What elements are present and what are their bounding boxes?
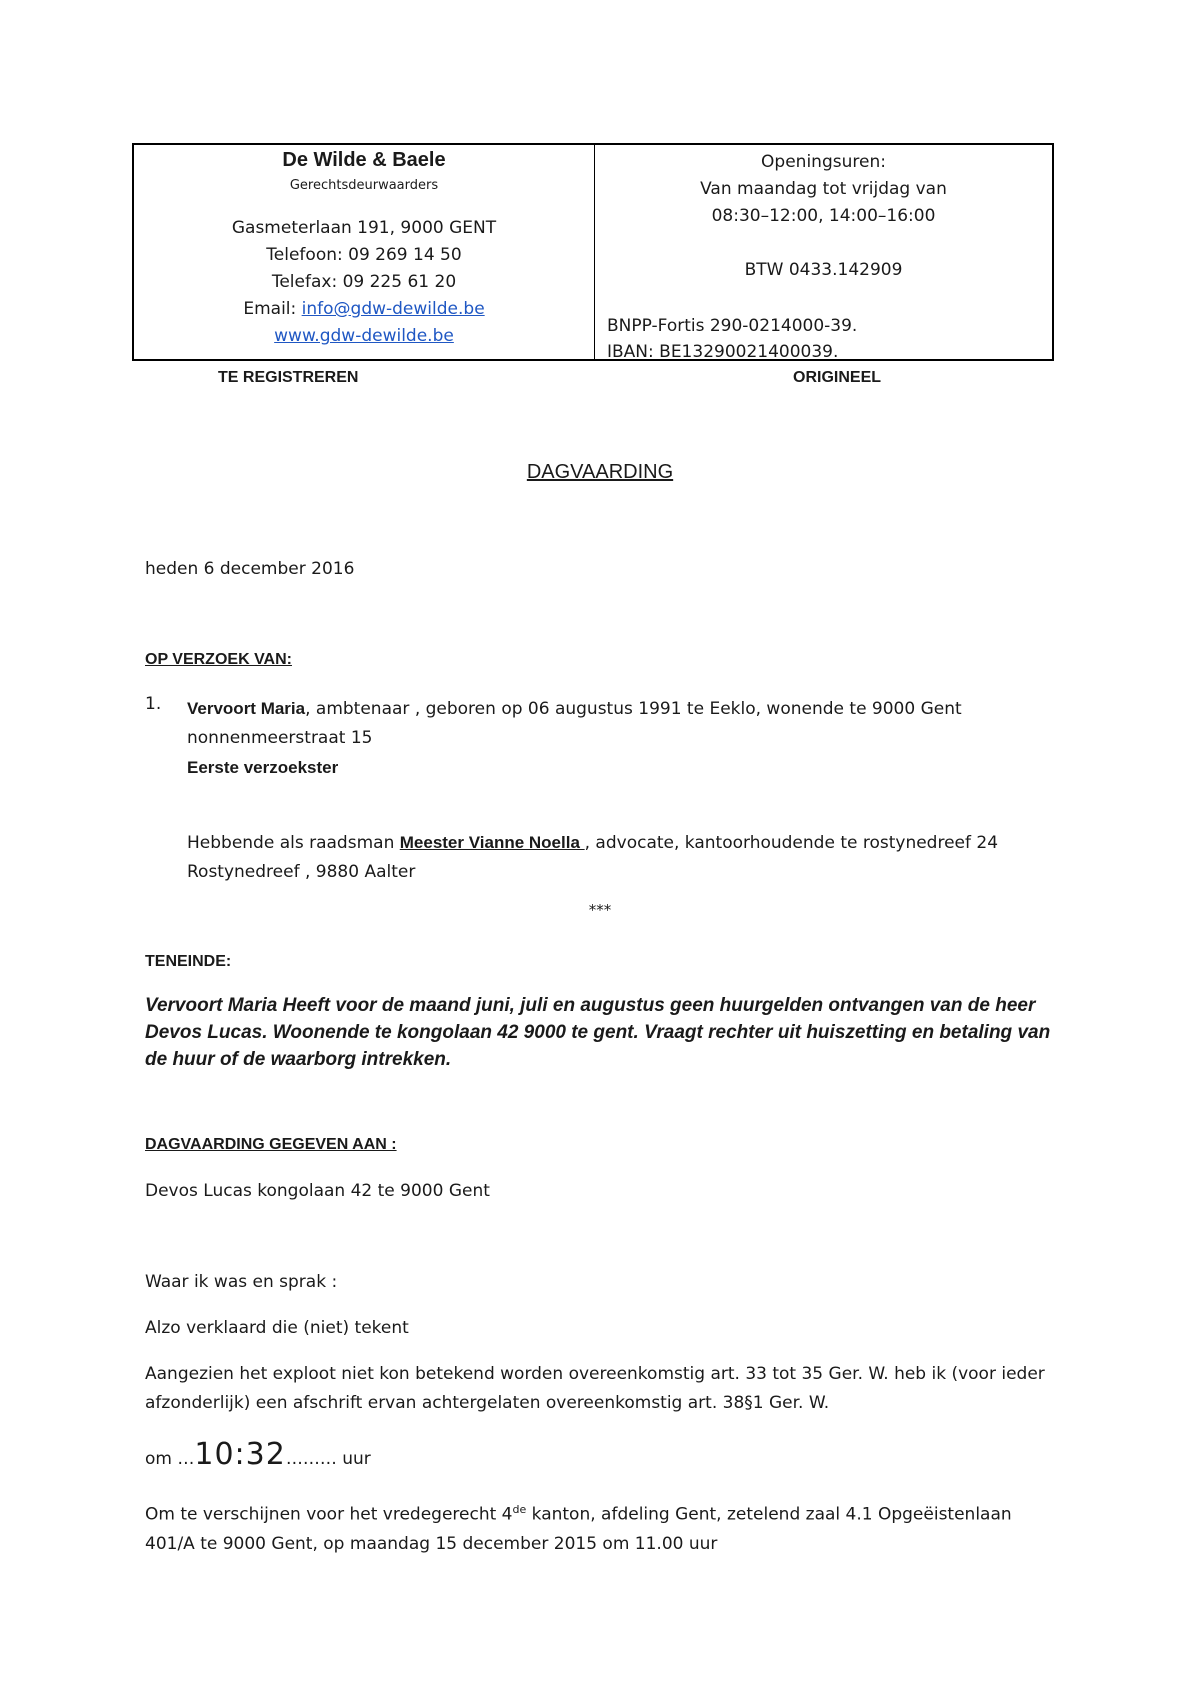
- requester-details: [187, 694, 1067, 887]
- bank-info: [607, 313, 857, 365]
- summons-recipient: Devos Lucas kongolaan 42 te 9000 Gent: [145, 1181, 490, 1201]
- appearance-text: [145, 1495, 1065, 1559]
- appearance-part-a: Om te verschijnen voor het vredegerecht 4: [145, 1504, 513, 1525]
- purpose-heading: TENEINDE:: [145, 953, 232, 970]
- counsel-suffix: , advocate, kantoorhoudende te rostynedreef 24 Rostynedreef , 9880 Aalter: [187, 833, 999, 882]
- letterhead-left-cell: [134, 145, 595, 359]
- summons-heading: DAGVAARDING GEGEVEN AAN :: [145, 1136, 397, 1153]
- time-suffix: ……… uur: [285, 1449, 371, 1469]
- separator: ***: [588, 901, 612, 919]
- firm-subtitle: Gerechtsdeurwaarders: [289, 178, 439, 193]
- iban: IBAN: BE13290021400039.: [607, 342, 839, 362]
- document-title: DAGVAARDING: [526, 461, 674, 483]
- time-prefix: om …: [145, 1449, 195, 1469]
- firm-fax: Telefax: 09 225 61 20: [271, 272, 457, 292]
- hours-title: Openingsuren:: [761, 152, 886, 172]
- request-heading: OP VERZOEK VAN:: [145, 651, 292, 668]
- vat-number: BTW 0433.142909: [744, 260, 903, 280]
- declaration: Alzo verklaard die (niet) tekent: [145, 1318, 409, 1338]
- firm-name: De Wilde & Baele: [282, 149, 446, 171]
- appearance-sup: de: [512, 1503, 527, 1516]
- label-te-registreren: TE REGISTREREN: [218, 369, 359, 386]
- firm-phone: Telefoon: 09 269 14 50: [266, 245, 462, 265]
- letterhead-right-cell: [595, 145, 1052, 362]
- notice-text: Aangezien het exploot niet kon betekend worden overeenkomstig art. 33 tot 35 Ger. W. heb ik (voor ieder afzonderlijk) een afschrift ervan achtergelaten overeenkomstig art. 38§1 Ger. W.: [145, 1364, 1045, 1413]
- hours-days: Van maandag tot vrijdag van: [700, 179, 947, 199]
- email-label: Email:: [243, 299, 302, 319]
- purpose-text: Vervoort Maria Heeft voor de maand juni, juli en augustus geen huurgelden ontvangen van de heer Devos Lucas. Woonende te kongolaan 42 9000 te gent. Vraagt rechter uit huiszetting en betaling van de huur of de waarborg intrekken.: [145, 995, 1051, 1070]
- counsel-line: [187, 828, 1067, 887]
- where-spoken: Waar ik was en sprak :: [145, 1272, 338, 1292]
- label-origineel: ORIGINEEL: [793, 369, 882, 386]
- hours-times: 08:30–12:00, 14:00–16:00: [711, 206, 936, 226]
- date-line: heden 6 december 2016: [145, 559, 355, 579]
- letterhead-table: [132, 143, 1054, 361]
- time-value: 10:32: [194, 1437, 286, 1472]
- website-link[interactable]: www.gdw-dewilde.be: [274, 326, 454, 346]
- firm-email-line: [134, 296, 594, 323]
- item-number: 1.: [145, 694, 162, 714]
- requester-name: Vervoort Maria: [187, 699, 306, 718]
- requester-role: Eerste verzoekster: [187, 758, 339, 777]
- email-link[interactable]: info@gdw-dewilde.be: [301, 299, 485, 319]
- requester-info: , ambtenaar , geboren op 06 augustus 1991 te Eeklo, wonende te 9000 Gent nonnenmeerstraat 15: [187, 699, 962, 748]
- firm-address: Gasmeterlaan 191, 9000 GENT: [231, 218, 497, 238]
- appearance-part-b: kanton, afdeling Gent, zetelend zaal 4.1 Opgeëistenlaan 401/A te 9000 Gent, op maandag 15 december 2015 om 11.00 uur: [145, 1504, 1012, 1554]
- counsel-prefix: Hebbende als raadsman: [187, 833, 400, 853]
- bank-account: BNPP-Fortis 290-0214000-39.: [607, 316, 858, 336]
- counsel-name: Meester Vianne Noella: [399, 833, 585, 852]
- time-line: [145, 1437, 371, 1472]
